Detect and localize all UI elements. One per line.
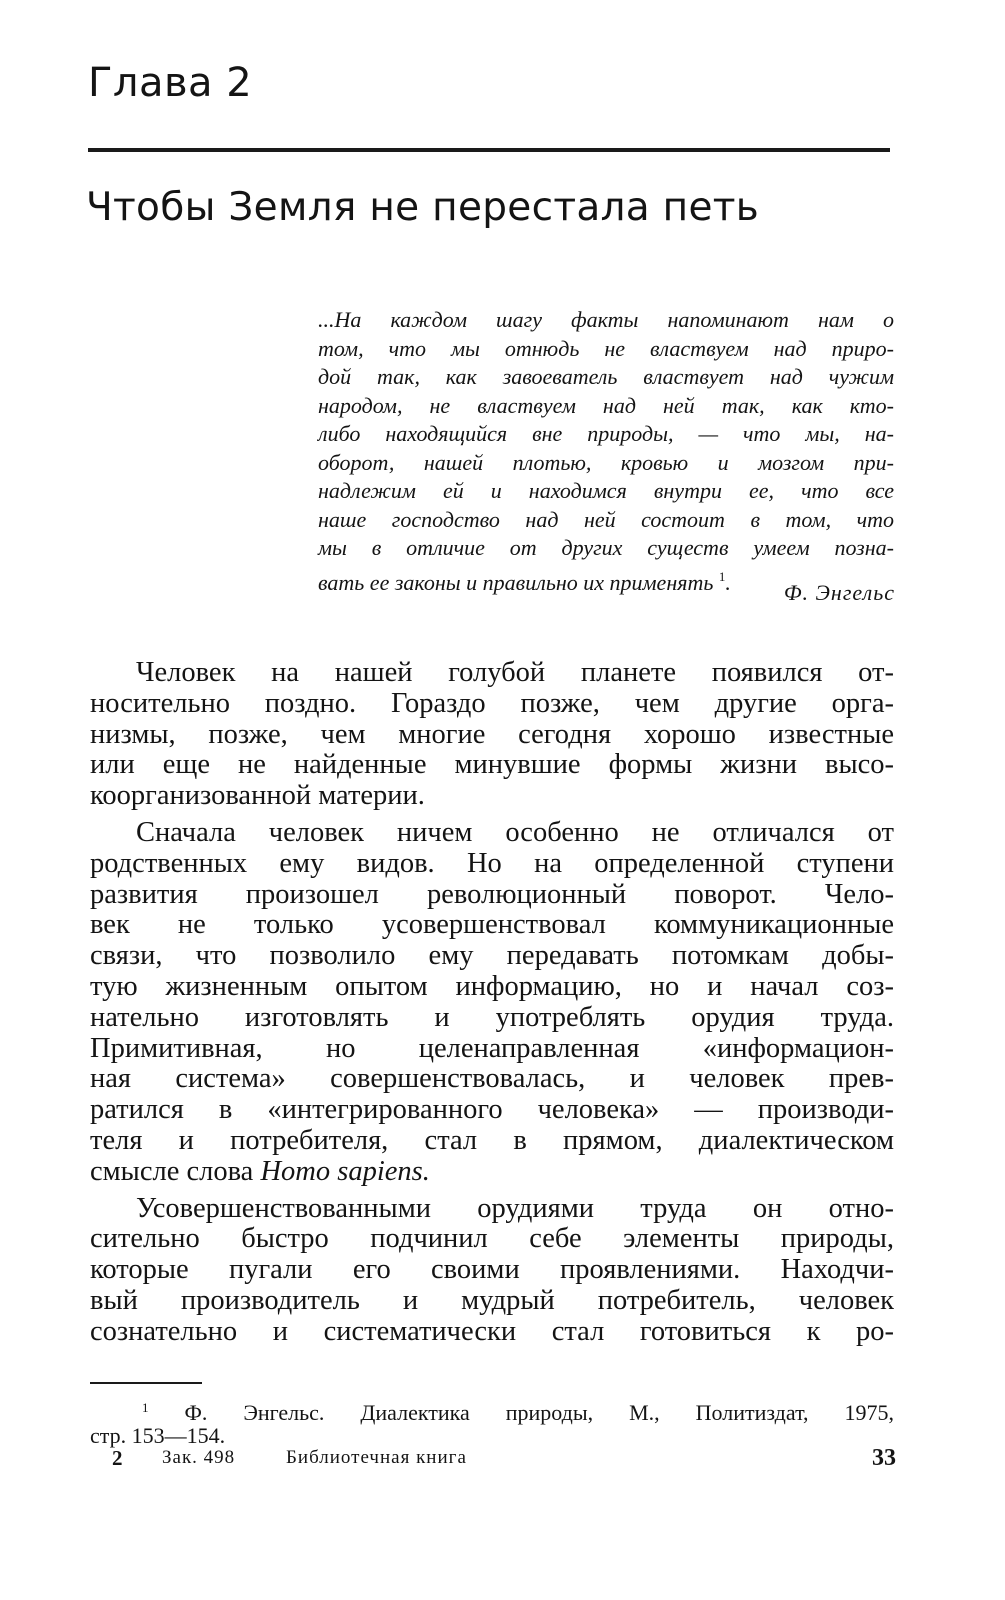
epigraph-line: дой так, как завоеватель властвует над чужим <box>318 364 894 389</box>
epigraph-line-text: вать ее законы и правильно их применять <box>318 569 714 595</box>
paragraph-line: ратился в «интегрированного человека» — производи- <box>90 1094 894 1126</box>
epigraph-line: том, что мы отнюдь не властвуем над приро- <box>318 335 894 361</box>
paragraph-line: низмы, позже, чем многие сегодня хорошо известные <box>90 718 894 750</box>
paragraph-line: Сначала человек ничем особенно не отличался от <box>136 816 894 848</box>
heading-rule <box>88 148 890 152</box>
epigraph-line: народом, не властвуем над ней так, как кто- <box>318 392 894 418</box>
footnote <box>90 1394 894 1450</box>
epigraph-line: оборот, нашей плотью, кровью и мозгом при- <box>318 449 894 475</box>
paragraph-line: тую жизненным опытом информацию, но и начал соз- <box>90 970 894 1002</box>
footnote-reference: 1 <box>718 568 726 584</box>
paragraph-line: которые пугали его своими проявлениями. Находчи- <box>90 1254 894 1286</box>
paragraph-line: век не только усовершенствовал коммуникационные <box>90 909 894 941</box>
paragraph-text: смысле слова <box>90 1155 261 1187</box>
print-order: Зак. 498 <box>162 1447 236 1468</box>
epigraph-line: надлежим ей и находимся внутри ее, что все <box>318 478 894 503</box>
footnote-rule <box>90 1382 202 1384</box>
paragraph-last-line <box>90 1157 894 1188</box>
footnote-line <box>90 1394 895 1425</box>
footnote-text: Ф. Энгельс. Диалектика природы, М., Политиздат, 1975, <box>184 1400 895 1425</box>
footnote-line: стр. 153—154. <box>90 1423 226 1448</box>
epigraph-line: наше господство над ней состоит в том, что <box>318 506 894 532</box>
paragraph-line: носительно поздно. Гораздо позже, чем другие орга- <box>90 687 894 719</box>
paragraph-line: вый производитель и мудрый потребитель, человек <box>90 1284 894 1316</box>
paragraph-line: коорганизованной материи. <box>90 780 425 812</box>
paragraph-line: Примитивная, но целенаправленная «информацион- <box>90 1032 894 1064</box>
footnote-mark: 1 <box>142 1400 149 1415</box>
paragraph-line: нательно изготовлять и употреблять орудия труда. <box>90 1001 894 1033</box>
epigraph-line: ...На каждом шагу факты напоминают нам о <box>318 307 894 332</box>
epigraph-line: мы в отличие от других существ умеем позна- <box>318 535 894 560</box>
library-label: Библиотечная книга <box>286 1447 467 1468</box>
paragraph-line: родственных ему видов. Но на определенной ступени <box>90 847 894 879</box>
main-text <box>90 658 894 1348</box>
page-footer <box>90 1444 896 1474</box>
paragraph-line: теля и потребителя, стал в прямом, диалектическом <box>90 1124 894 1156</box>
paragraph-line: связи, что позволило ему передавать потомкам добы- <box>90 940 894 972</box>
signature-mark: 2 <box>112 1446 123 1470</box>
paragraph-line: Усовершенствованными орудиями труда он отно- <box>136 1192 894 1224</box>
paragraph-line: Человек на нашей голубой планете появился от- <box>136 657 894 688</box>
paragraph-line: развития произошел революционный поворот. Чело- <box>90 878 894 910</box>
paragraph-line: или еще не найденные минувшие формы жизни высо- <box>90 749 894 781</box>
chapter-heading: Глава 2 <box>88 60 253 106</box>
chapter-title: Чтобы Земля не перестала петь <box>86 185 760 230</box>
epigraph-last-line: вать ее законы и правильно их применять $^1$. <box>318 568 731 595</box>
latin-term: Homo sapiens. <box>260 1155 430 1187</box>
paragraph-line: сительно быстро подчинил себе элементы природы, <box>90 1223 894 1255</box>
page-number: 33 <box>872 1445 896 1471</box>
paragraph-line: ная система» совершенствовалась, и человек прев- <box>90 1063 894 1095</box>
paragraph-line: сознательно и систематически стал готовиться к ро- <box>90 1315 894 1347</box>
epigraph-author: Ф. Энгельс <box>783 580 895 605</box>
epigraph-line: либо находящийся вне природы, — что мы, на- <box>318 421 894 446</box>
